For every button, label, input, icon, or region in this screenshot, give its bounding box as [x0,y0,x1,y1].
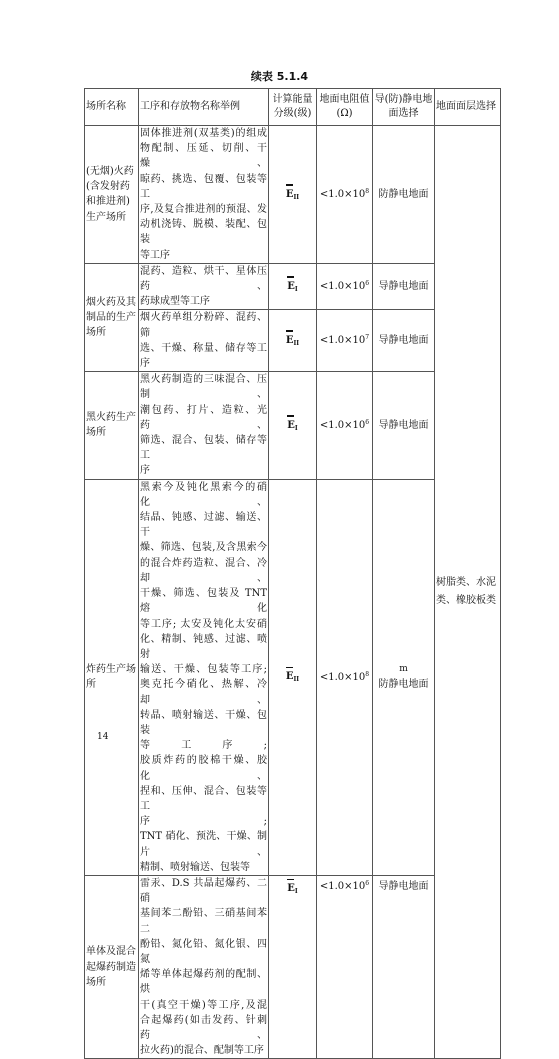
location-cell: 烟火药及其制品的生产场所 [85,263,139,371]
work-line: 酚铅、氮化铅、氮化银、四氮 [140,938,267,965]
work-line: 结晶、钝感、过滤、输送、干 [140,512,267,539]
work-line: 潮包药、打片、造粒、光药、 [140,404,267,431]
table-caption: 续表 5.1.4 [250,70,309,83]
work-line: 合起爆药(如击发药、针刺药、 [140,1014,267,1041]
work-line: 等工序; [140,740,267,752]
table-row [85,126,501,264]
work-line: 筛选、混合、包装、储存等工 [140,435,267,462]
table-header-row [85,89,501,126]
work-line: 等工序; 太安及钝化太安硝 [140,618,267,630]
surface-layer-cell: 树脂类、水泥类、橡胶板类 [435,126,501,1059]
work-line: 黑火药制造的三味混合、压制、 [140,374,267,401]
work-cell [139,479,269,875]
work-line: 干燥、筛选、包装及 TNT 熔化 [140,588,267,615]
energy-class-cell [269,372,317,479]
floor-selection-cell: 导静电地面 [373,310,435,372]
work-line: 物配制、压延、切削、干燥、 [140,143,267,170]
work-cell [139,263,269,310]
energy-class-cell [269,263,317,310]
energy-class-symbol: $E_{II}$ [286,330,299,351]
work-line: 精制、喷射输送、包装等 [140,861,250,873]
header-work: 工序和存放物名称举例 [139,89,269,126]
work-line: 干(真空干燥)等工序,及混 [140,999,267,1011]
floor-selection-cell: 导静电地面 [373,372,435,479]
resistance-cell: $<1.0\times 10^6$ [317,372,373,479]
energy-class-cell [269,875,317,1058]
energy-class-cell [269,310,317,372]
work-cell [139,372,269,479]
work-cell [139,875,269,1058]
standard-table [84,88,501,1059]
work-line: 胶质炸药的胶棉干燥、胶化、 [140,755,267,782]
work-line: 化、精制、钝感、过滤、喷射 [140,633,267,660]
resistance-cell: $<1.0\times 10^8$ [317,126,373,264]
work-line: 药球成型等工序 [140,296,210,308]
header-resistance: 地面电阻值(Ω) [317,89,373,126]
work-line: 黑索今及钝化黑索今的硝化、 [140,481,267,508]
work-line: TNT 硝化、预洗、干燥、制片、 [140,831,267,858]
floor-selection-cell: m 防静电地面 [373,479,435,875]
work-line: 奥克托今硝化、热解、冷却、 [140,679,267,706]
location-cell: 黑火药生产场所 [85,372,139,479]
floor-selection-cell: 防静电地面 [373,126,435,264]
work-line: 烯等单体起爆药剂的配制、烘 [140,969,267,996]
header-energy-class: 计算能量分级(级) [269,89,317,126]
work-line: 动机浇铸、脱模、装配、包装 [140,219,267,246]
resistance-cell: $<1.0\times 10^6$ [317,875,373,1058]
work-line: 捏和、压伸、混合、包装等工 [140,785,267,812]
energy-class-symbol: $E_I$ [287,276,297,297]
energy-class-cell [269,126,317,264]
resistance-cell: $<1.0\times 10^7$ [317,310,373,372]
header-surface-layer: 地面面层选择 [435,89,501,126]
selection-mark: m [399,664,408,675]
work-line: 序 [140,465,150,477]
energy-class-symbol: $E_I$ [287,879,297,900]
location-cell: (无烟)火药(含发射药和推进剂)生产场所 [85,126,139,264]
work-line: 转晶、喷射输送、干燥、包装 [140,709,267,736]
work-line: 序,及复合推进剂的预混、发 [140,204,267,216]
work-cell [139,310,269,372]
work-line: 序; [140,816,267,828]
page-number: 14 [97,732,109,742]
work-line: 混药、造粒、烘干、星体压药、 [140,265,267,293]
work-line: 燥、筛选、包装,及含黑索今 [140,542,267,554]
energy-class-symbol: $E_I$ [287,415,297,436]
work-line: 选、干燥、称量、储存等工序 [140,342,267,370]
work-line: 烟火药单组分粉碎、混药、筛 [140,312,267,339]
work-line: 等工序 [140,249,170,261]
resistance-cell: $<1.0\times 10^8$ [317,479,373,875]
header-floor-selection: 导(防)静电地面选择 [373,89,435,126]
floor-selection-cell: 导静电地面 [373,263,435,310]
work-cell [139,126,269,264]
floor-selection-cell: 导静电地面 [373,875,435,1058]
energy-class-symbol: $E_{II}$ [286,184,299,205]
work-line: 的混合炸药造粒、混合、冷却、 [140,557,267,584]
energy-class-cell [269,479,317,875]
energy-class-symbol: $E_{II}$ [286,667,299,688]
work-line: 输送、干燥、包装等工序; [140,664,267,676]
work-line: 固体推进剂(双基类)的组成 [140,128,267,139]
work-line: 基间苯二酚铅、三硝基间苯二 [140,908,267,935]
location-cell: 单体及混合起爆药制造场所 [85,875,139,1058]
work-line: 晾药、挑选、包覆、包装等工 [140,173,267,200]
work-line: 雷汞、D.S 共晶起爆药、二硝 [140,877,267,905]
work-line: 拉火药)的混合、配制等工序 [140,1045,264,1057]
location-cell: 炸药生产场所 [85,479,139,875]
resistance-cell: $<1.0\times 10^6$ [317,263,373,310]
header-location: 场所名称 [85,89,139,126]
